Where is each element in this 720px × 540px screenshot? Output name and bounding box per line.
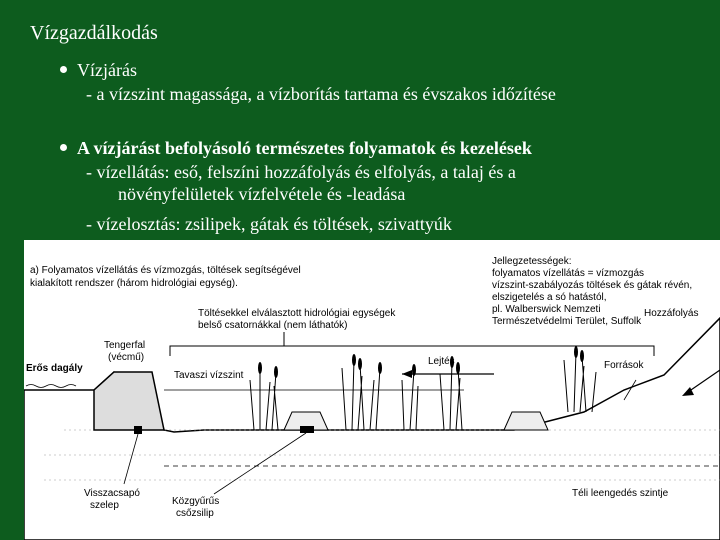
characteristics-line: elszigetelés a só hatástól,: [492, 292, 607, 303]
slope-arrowhead: [402, 370, 412, 378]
sea-wave: [26, 385, 76, 388]
caption-line: a) Folyamatos vízellátás és vízmozgás, töltések segítségével: [30, 265, 301, 276]
inflow-label: Hozzáfolyás: [644, 308, 699, 319]
spring-level-label: Tavaszi vízszint: [174, 370, 244, 381]
bullet-subline: - vízellátás: eső, felszíni hozzáfolyás és elfolyás, a talaj és a: [86, 162, 516, 182]
bullet-dot: [60, 66, 67, 73]
bullet-heading: Vízjárás: [77, 60, 137, 80]
characteristics-line: Természetvédelmi Terület, Suffolk: [492, 316, 642, 327]
flap-valve-label: szelep: [90, 500, 119, 511]
caption-line: kialakított rendszer (három hidrológiai egység).: [30, 278, 238, 289]
units-label-line: belső csatornákkal (nem láthatók): [198, 320, 348, 331]
bullet-dot: [60, 144, 67, 151]
sluice: [300, 426, 314, 433]
slide-title: Vízgazdálkodás: [30, 22, 158, 44]
sluice-label: Közgyűrűs: [172, 496, 220, 507]
springs-label: Források: [604, 360, 644, 371]
bullet-subline: - a vízszint magassága, a vízborítás tartama és évszakos időzítése: [86, 84, 556, 104]
slope-label: Lejtés: [428, 356, 455, 367]
reed-heads: [258, 346, 584, 378]
hydrology-diagram: [24, 240, 720, 540]
winter-level-label: Téli leengedés szintje: [572, 488, 669, 499]
storm-tide-label: Erős dagály: [26, 363, 83, 374]
bullet-subline: növényfelületek vízfelvétele és -leadása: [118, 184, 406, 204]
bullet-processes: [60, 138, 532, 159]
bullet-subline: - vízelosztás: zsilipek, gátak és töltések, szivattyúk: [86, 214, 452, 234]
internal-bund: [504, 412, 548, 430]
bullet-vizjaras: [60, 60, 137, 81]
bullet-heading: A vízjárást befolyásoló természetes folyamatok és kezelések: [77, 138, 532, 158]
characteristics-line: Jellegzetességek:: [492, 256, 572, 267]
sluice-label: csőzsilip: [176, 508, 214, 519]
units-label-line: Töltésekkel elválasztott hidrológiai egységek: [198, 308, 396, 319]
diagram-svg: [24, 240, 720, 540]
sea-wall-label: Tengerfal: [104, 340, 146, 351]
sea-wall: [94, 372, 164, 430]
flap-valve-label: Visszacsapó: [84, 488, 140, 499]
flap-valve: [134, 426, 142, 434]
sea-wall-label: (vécmű): [108, 352, 145, 363]
characteristics-line: folyamatos vízellátás = vízmozgás: [492, 268, 645, 279]
characteristics-line: pl. Walberswick Nemzeti: [492, 304, 601, 315]
characteristics-line: vízszint-szabályozás töltések és gátak révén,: [492, 280, 693, 291]
